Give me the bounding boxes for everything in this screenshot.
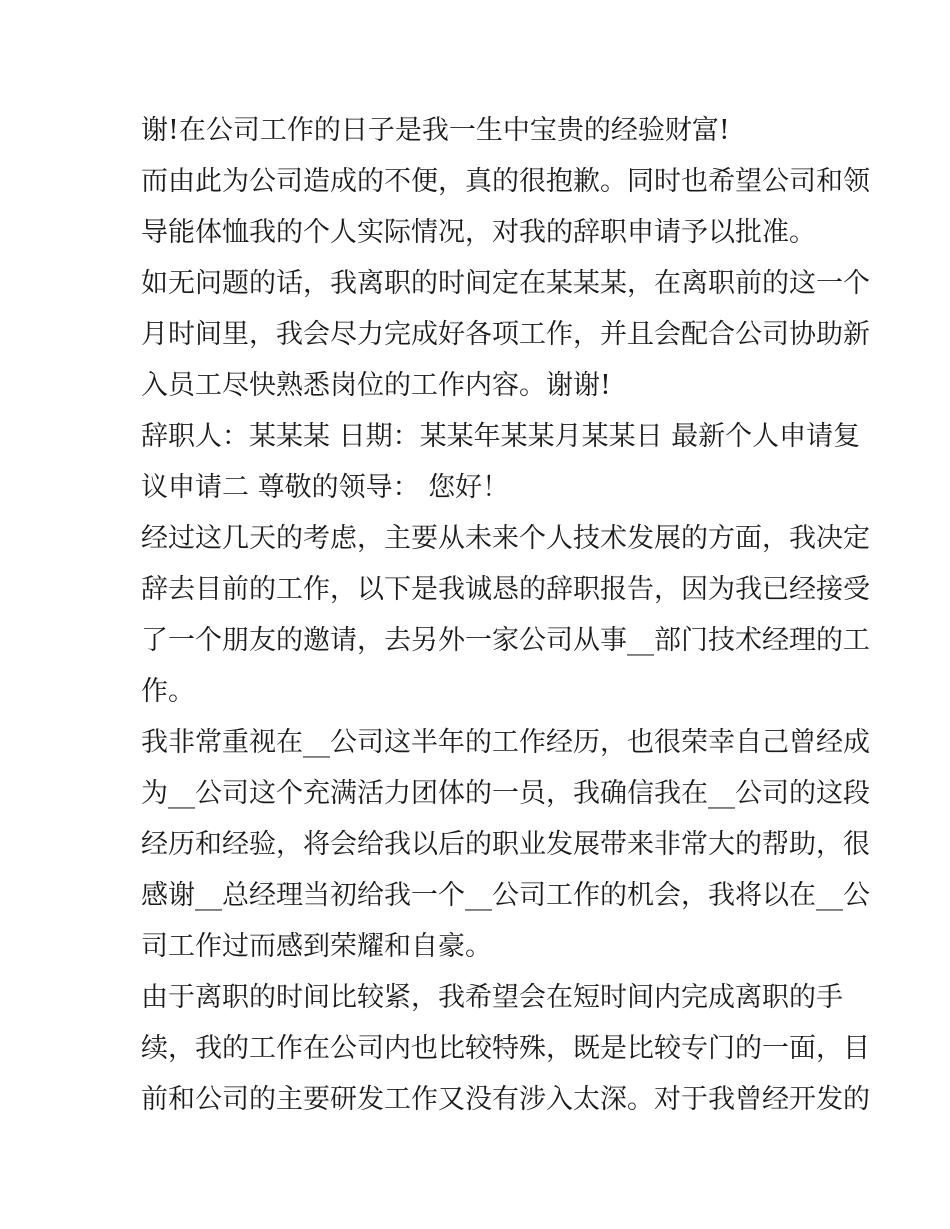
text-line: 议申请二 尊敬的领导： 您好！ [141,472,510,503]
text-line: 经历和经验，将会给我以后的职业发展带来非常大的帮助，很 [141,829,870,860]
text-line: 月时间里，我会尽力完成好各项工作，并且会配合公司协助新 [141,319,870,350]
text-line: 为__公司这个充满活力团体的一员，我确信我在__公司的这段 [141,778,870,809]
text-line: 而由此为公司造成的不便，真的很抱歉。同时也希望公司和领 [141,166,870,197]
text-line: 经过这几天的考虑，主要从未来个人技术发展的方面，我决定 [141,523,870,554]
text-line: 感谢__总经理当初给我一个__公司工作的机会，我将以在__公 [141,880,870,911]
text-line: 前和公司的主要研发工作又没有涉入太深。对于我曾经开发的 [141,1084,870,1115]
text-line: 续，我的工作在公司内也比较特殊，既是比较专门的一面，目 [141,1033,870,1064]
text-line: 导能体恤我的个人实际情况，对我的辞职申请予以批准。 [141,217,816,248]
document-body [141,105,870,1125]
text-line: 作。 [141,676,195,707]
text-line: 了一个朋友的邀请，去另外一家公司从事__部门技术经理的工 [141,625,870,656]
text-line: 谢!在公司工作的日子是我一生中宝贵的经验财富! [141,115,730,146]
text-line: 辞去目前的工作，以下是我诚恳的辞职报告，因为我已经接受 [141,574,870,605]
text-line: 如无问题的话，我离职的时间定在某某某，在离职前的这一个 [141,268,870,299]
text-line: 入员工尽快熟悉岗位的工作内容。谢谢! [141,370,611,401]
text-line: 由于离职的时间比较紧，我希望会在短时间内完成离职的手 [141,982,843,1013]
text-line: 我非常重视在__公司这半年的工作经历，也很荣幸自己曾经成 [141,727,870,758]
text-line: 辞职人：某某某 日期：某某年某某月某某日 最新个人申请复 [141,421,861,452]
text-line: 司工作过而感到荣耀和自豪。 [141,931,492,962]
